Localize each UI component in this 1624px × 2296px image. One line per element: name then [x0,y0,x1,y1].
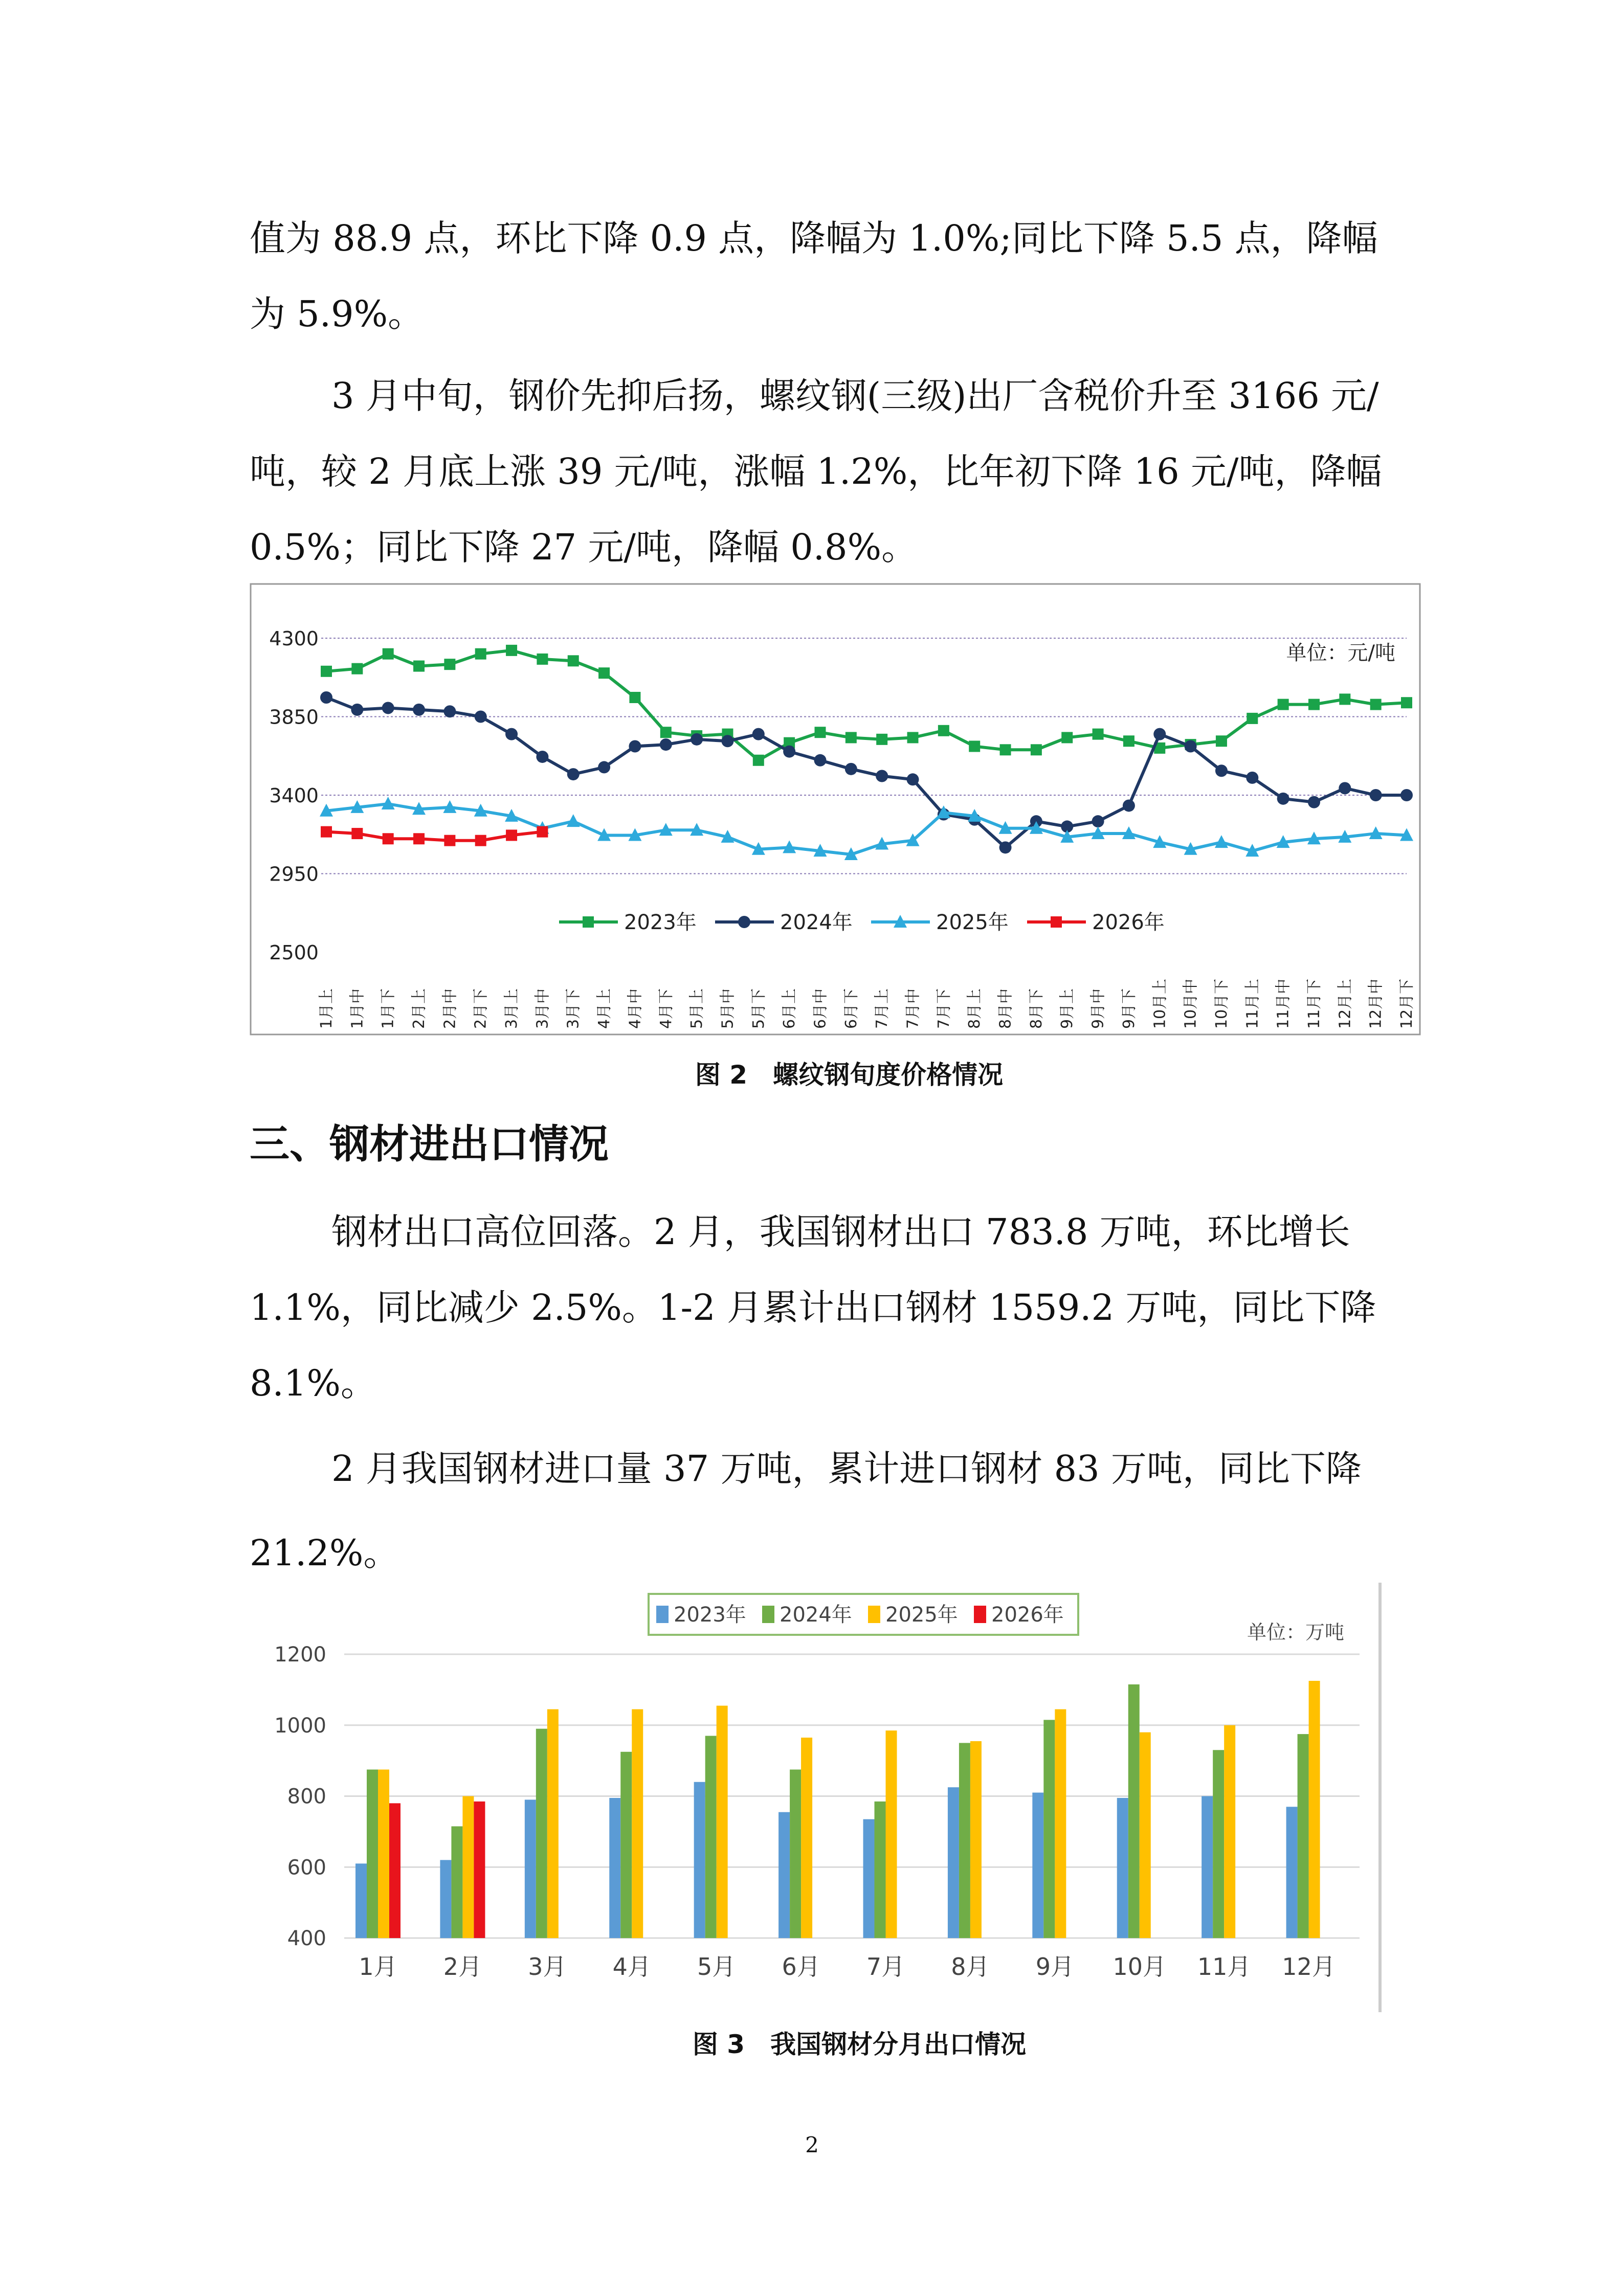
line-chart-x-tick-label: 4月上 [595,988,614,1029]
line-chart-x-tick-label: 1月中 [348,988,367,1029]
line-point [938,725,949,736]
line-chart-unit-label: 单位：元/吨 [1286,641,1395,665]
bar-2024年-1月 [367,1769,378,1938]
bar-chart-y-tick-label: 1200 [274,1643,326,1667]
bar-chart-svg [250,1583,1385,2017]
line-chart-x-tick-label: 11月下 [1305,978,1323,1029]
legend-label: 2023年 [624,911,697,934]
line-chart-x-tick-label: 12月中 [1367,978,1385,1029]
bar-chart-y-tick-label: 1000 [274,1714,326,1738]
line-point [1153,728,1166,740]
line-point [752,728,765,740]
line-point [413,704,425,716]
line-point [413,833,425,844]
bar-2025年-4月 [632,1709,643,1938]
bar-2024年-11月 [1213,1750,1224,1938]
line-point [598,761,610,773]
line-chart-x-tick-label: 10月上 [1151,978,1169,1029]
bar-chart-x-tick-label: 6月 [782,1953,820,1980]
bar-chart-x-tick-label: 9月 [1035,1953,1074,1980]
line-point [475,711,487,723]
bar-2025年-3月 [547,1709,559,1938]
bar-2023年-10月 [1117,1798,1128,1938]
line-chart-x-tick-label: 3月上 [503,988,521,1029]
line-chart-x-tick-label: 6月中 [811,988,830,1029]
line-chart-x-tick-label: 3月下 [564,988,583,1029]
line-point [783,746,795,758]
bar-2023年-7月 [863,1819,875,1938]
bar-chart-y-ticks [274,1643,326,1950]
legend-marker [738,916,750,928]
line-point [506,829,517,841]
line-chart-x-tick-label: 12月上 [1336,978,1354,1029]
line-point [1339,693,1350,705]
line-point [382,702,394,714]
bar-chart-x-tick-label: 3月 [528,1953,567,1980]
bar-legend-label: 2023年 [674,1603,746,1627]
page-number: 2 [805,2132,819,2157]
line-chart-y-tick-label: 2950 [269,863,319,886]
bar-2023年-3月 [525,1799,536,1938]
line-point [1277,793,1289,805]
bar-2024年-6月 [790,1769,801,1938]
line-chart-y-tick-label: 3850 [269,706,319,729]
line-point [475,835,486,846]
line-point [969,740,980,752]
bar-2025年-9月 [1055,1709,1066,1938]
paragraph-1: 值为 88.9 点，环比下降 0.9 点，降幅为 1.0%;同比下降 5.5 点，降幅为 5.9%。 [250,217,1378,335]
figure-2-caption: 图 2 螺纹钢旬度价格情况 [695,1060,1004,1090]
bar-2023年-8月 [948,1787,959,1938]
line-point [537,654,548,665]
line-point [660,727,672,738]
line-chart-x-tick-label: 5月中 [719,988,737,1029]
bar-chart-y-tick-label: 600 [287,1856,326,1880]
line-chart-x-tick-label: 9月下 [1120,988,1138,1029]
line-chart-y-tick-label: 4300 [269,627,319,650]
line-point [1400,789,1413,801]
line-chart-x-tick-label: 8月下 [1027,988,1045,1029]
legend-marker [1051,916,1062,928]
line-point [721,735,733,747]
bar-chart-x-tick-label: 10月 [1113,1953,1167,1980]
paragraph-3: 钢材出口高位回落。2 月，我国钢材出口 783.8 万吨，环比增长 1.1%，同比减少 2.5%。1-2 月累计出口钢材 1559.2 万吨，同比下降 8.1%。 [250,1211,1376,1404]
bar-chart-x-tick-label: 8月 [951,1953,990,1980]
line-chart-x-tick-label: 11月中 [1274,978,1293,1029]
bar-2023年-1月 [355,1863,367,1938]
bar-chart-x-ticks [359,1953,1335,1980]
line-point [1308,699,1320,710]
bar-2024年-4月 [620,1752,632,1938]
line-point [814,754,826,767]
line-point [999,841,1012,853]
bar-2023年-11月 [1202,1796,1213,1939]
bar-2024年-7月 [875,1802,886,1938]
bar-2024年-5月 [705,1736,717,1938]
line-point [876,770,888,782]
line-point [1093,729,1104,740]
line-point [1370,789,1382,801]
bar-chart-legend [649,1594,1078,1635]
legend-label: 2024年 [780,911,853,934]
line-point [443,705,456,717]
bar-2024年-10月 [1128,1684,1140,1938]
line-chart-x-tick-label: 6月下 [842,988,860,1029]
line-chart-svg [250,583,1421,1036]
line-chart-x-tick-label: 1月上 [318,988,336,1029]
line-point [568,655,579,666]
bar-2025年-8月 [970,1741,982,1938]
line-point [536,751,548,763]
line-point [413,661,425,672]
line-chart-x-tick-label: 1月下 [379,988,397,1029]
line-chart-x-tick-label: 8月上 [966,988,984,1029]
bar-2025年-6月 [801,1738,812,1938]
line-chart-x-tick-label: 10月下 [1212,978,1231,1029]
line-point [383,648,394,660]
line-point [629,692,640,703]
line-point [1092,815,1104,827]
bar-2025年-1月 [378,1769,389,1938]
line-point [321,826,332,838]
line-chart-x-tick-label: 7月中 [904,988,922,1029]
bar-legend-swatch [868,1606,880,1623]
bar-2024年-8月 [959,1743,970,1938]
line-chart-x-tick-label: 2月中 [441,988,459,1029]
bar-chart-x-tick-label: 12月 [1282,1953,1336,1980]
line-point [1216,735,1227,747]
line-point [567,768,580,780]
bar-2024年-9月 [1043,1720,1055,1938]
line-point [1031,744,1042,755]
bar-chart-y-tick-label: 800 [287,1785,326,1809]
line-point [475,648,486,660]
bar-2023年-9月 [1032,1793,1043,1938]
line-point [598,667,610,679]
bar-2025年-7月 [886,1730,897,1938]
figure-3-caption: 图 3 我国钢材分月出口情况 [692,2030,1027,2059]
line-point [444,659,455,670]
line-chart-x-tick-label: 11月上 [1243,978,1262,1029]
line-point [660,738,672,751]
line-chart-x-tick-label: 9月中 [1089,988,1107,1029]
line-point [907,773,919,785]
bar-2025年-5月 [717,1706,728,1938]
line-point [351,828,363,839]
bar-chart-x-tick-label: 2月 [443,1953,482,1980]
bar-legend-swatch [656,1606,669,1623]
bar-2025年-12月 [1309,1681,1320,1938]
line-point [1247,713,1258,724]
line-chart-x-tick-label: 6月上 [781,988,799,1029]
line-point [753,755,764,766]
legend-label: 2025年 [936,911,1009,934]
legend-label: 2026年 [1092,911,1165,934]
bar-chart-x-tick-label: 11月 [1197,1953,1251,1980]
bar-legend-swatch [762,1606,774,1623]
line-chart-x-tick-label: 5月下 [749,988,768,1029]
bar-2025年-11月 [1224,1725,1235,1938]
line-chart-x-tick-label: 4月下 [657,988,675,1029]
line-point [846,732,857,743]
line-point [1000,744,1011,755]
bar-2023年-5月 [694,1782,705,1938]
line-point [1246,772,1258,784]
line-point [1339,782,1351,794]
bar-chart-x-tick-label: 1月 [359,1953,397,1980]
bar-chart-x-tick-label: 7月 [866,1953,905,1980]
line-point [351,704,363,716]
line-point [1401,697,1412,708]
line-point [1278,699,1289,710]
line-point [629,740,641,752]
line-chart-y-tick-label: 2500 [269,941,319,964]
line-chart-x-tick-label: 10月中 [1182,978,1200,1029]
section-heading: 三、钢材进出口情况 [250,1121,609,1167]
line-point [1061,732,1073,743]
line-point [351,663,363,674]
line-point [1123,735,1134,747]
line-chart-x-tick-label: 8月中 [996,988,1015,1029]
line-point [1123,799,1135,812]
bar-chart-x-tick-label: 4月 [612,1953,651,1980]
line-chart-x-tick-label: 2月上 [410,988,429,1029]
line-point [845,763,857,775]
line-point [444,835,455,846]
rebar-price-line-chart [250,583,1421,1038]
line-point [1185,740,1197,752]
line-point [1308,796,1320,808]
steel-export-bar-chart [250,1583,1385,2019]
paragraph-2: 3 月中旬，钢价先抑后扬，螺纹钢(三级)出厂含税价升至 3166 元/吨，较 2 月底上涨 39 元/吨，涨幅 1.2%，比年初下降 16 元/吨，降幅 0.5%；同比下降 27 元/吨，降幅 0.8%。 [250,375,1382,568]
bar-chart-x-tick-label: 5月 [697,1953,736,1980]
line-point [537,826,548,838]
bar-legend-label: 2024年 [780,1603,852,1627]
bar-2023年-4月 [609,1798,620,1938]
line-point [907,732,919,743]
bar-2024年-2月 [451,1826,462,1938]
line-chart-x-tick-label: 5月上 [688,988,706,1029]
line-chart-x-tick-label: 4月中 [626,988,644,1029]
line-point [1215,764,1228,777]
bar-2024年-12月 [1298,1734,1309,1938]
bar-legend-swatch [974,1606,986,1623]
bar-chart-unit-label: 单位：万吨 [1247,1621,1344,1644]
line-chart-y-tick-label: 3400 [269,784,319,807]
line-chart-x-tick-label: 7月下 [935,988,953,1029]
line-point [814,727,826,738]
legend-marker [583,916,594,928]
line-point [320,691,332,704]
bar-2026年-1月 [389,1803,401,1938]
line-chart-x-tick-label: 2月下 [472,988,490,1029]
bar-2023年-6月 [778,1812,790,1938]
bar-2025年-10月 [1140,1732,1151,1938]
line-chart-x-tick-label: 3月中 [533,988,552,1029]
bar-legend-label: 2026年 [991,1603,1064,1627]
line-point [876,734,887,745]
line-point [691,733,703,746]
line-point [505,728,518,740]
line-point [506,645,517,656]
line-chart-x-tick-label: 7月上 [873,988,892,1029]
bar-chart-y-tick-label: 400 [287,1927,326,1950]
line-chart-x-tick-label: 9月上 [1058,988,1077,1029]
bar-legend-label: 2025年 [885,1603,958,1627]
line-point [383,833,394,844]
line-chart-x-tick-label: 12月下 [1398,978,1416,1029]
line-point [321,666,332,677]
bar-chart-bars [355,1681,1320,1938]
bar-2023年-12月 [1286,1807,1298,1938]
bar-2026年-2月 [474,1802,485,1938]
bar-2024年-3月 [536,1729,547,1938]
bar-2023年-2月 [440,1860,451,1938]
line-point [1370,699,1382,710]
bar-2025年-2月 [462,1796,474,1939]
paragraph-4: 2 月我国钢材进口量 37 万吨，累计进口钢材 83 万吨，同比下降 21.2%。 [250,1448,1362,1574]
